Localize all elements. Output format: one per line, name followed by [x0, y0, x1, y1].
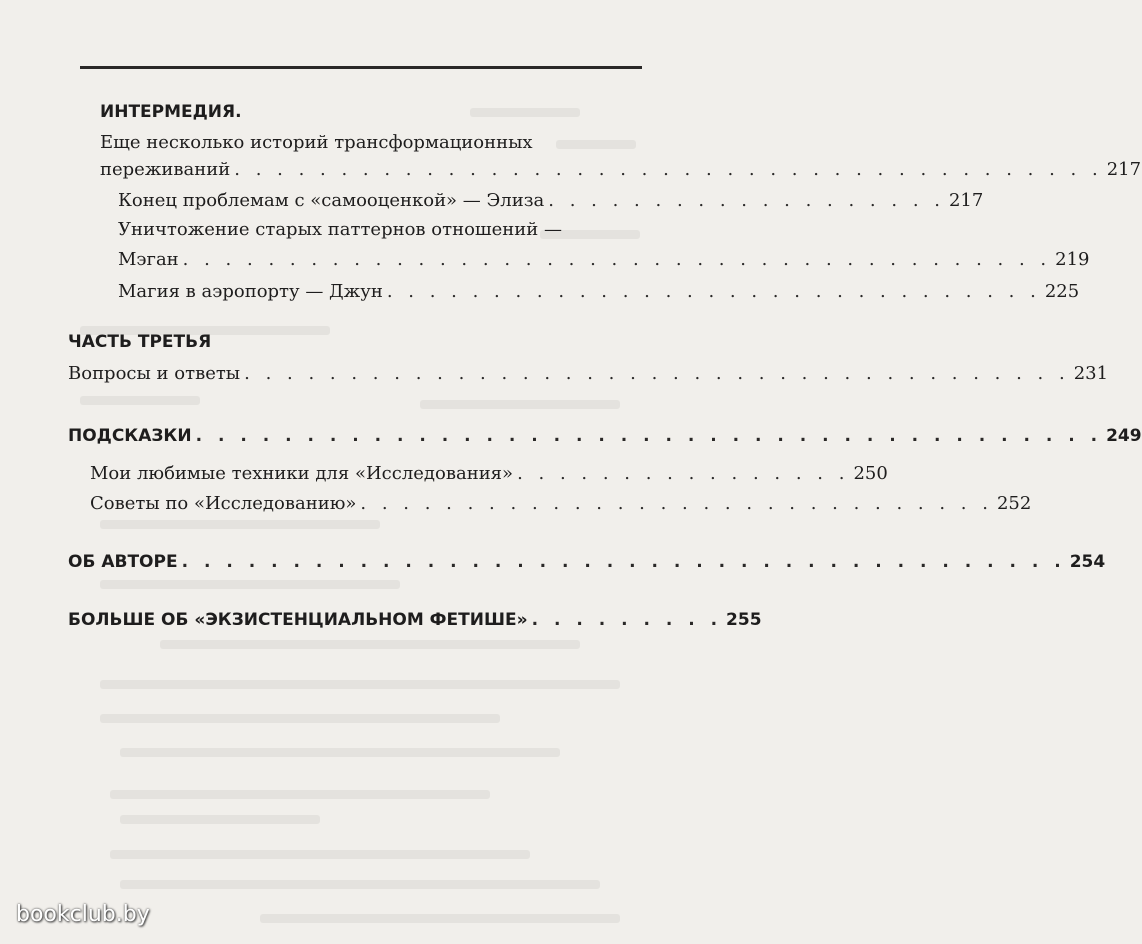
dot-leader: . . . . . . . . . . . . . . . . . . . . . . . . . . . . . .	[360, 493, 993, 514]
page-number: 219	[1055, 249, 1090, 270]
header-rule	[80, 66, 642, 69]
toc-entry-intermedia-title-line1: Еще несколько историй трансформационных	[100, 132, 533, 153]
page-number: 225	[1044, 281, 1080, 302]
dot-leader: . . . . . . . . . . . . . . . . . . . . . . . . . . . . . . .	[386, 281, 1041, 302]
toc-entry-megan: Мэган . . . . . . . . . . . . . . . . . . . . . . . . . . . . . . . . . . . . . . . . . 219	[118, 249, 1090, 270]
dot-leader: . . . . . . . . . . . . . . . . . . . . . . . . . . . . . . . . . . . . . . . . .	[182, 249, 1052, 270]
page-number: 217	[948, 190, 984, 211]
toc-entry-eliza: Конец проблемам с «самооценкой» — Элиза . . . . . . . . . . . . . . . . . . . 217	[118, 190, 984, 211]
watermark: bookclub.by	[16, 902, 150, 927]
toc-entry-megan-line1: Уничтожение старых паттернов отношений —	[118, 219, 563, 240]
dot-leader: . . . . . . . . . . . . . . . . . . . . . . . . . . . . . . . . . . . . . . . .	[181, 552, 1066, 572]
page-number: 249	[1106, 426, 1142, 446]
page-number: 217	[1106, 159, 1142, 180]
page-number: 250	[853, 463, 888, 484]
toc-entry-qa: Вопросы и ответы . . . . . . . . . . . . . . . . . . . . . . . . . . . . . . . . . . . . . . . 231	[68, 363, 1109, 384]
toc-entry-favorite-techniques: Мои любимые техники для «Исследования» . . . . . . . . . . . . . . . . 250	[90, 463, 888, 484]
toc-entry-intermedia-title: переживаний . . . . . . . . . . . . . . . . . . . . . . . . . . . . . . . . . . . . . . . . . 217	[100, 159, 1142, 180]
toc-entry-hints: ПОДСКАЗКИ . . . . . . . . . . . . . . . . . . . . . . . . . . . . . . . . . . . . . . . . . 249	[68, 426, 1142, 446]
page-number: 252	[996, 493, 1032, 514]
dot-leader: . . . . . . . . . . . . . . . . . . .	[548, 190, 945, 211]
part3-heading: ЧАСТЬ ТРЕТЬЯ	[68, 332, 212, 352]
page-number: 255	[726, 610, 762, 630]
dot-leader: . . . . . . . . . . . . . . . . . . . . . . . . . . . . . . . . . . . . . . . . .	[195, 426, 1103, 446]
dot-leader: . . . . . . . . . . . . . . . . . . . . . . . . . . . . . . . . . . . . . . . . .	[234, 159, 1103, 180]
toc-entry-about-author: ОБ АВТОРЕ . . . . . . . . . . . . . . . . . . . . . . . . . . . . . . . . . . . . . . . . 254	[68, 552, 1106, 572]
toc-entry-more-fetish: БОЛЬШЕ ОБ «ЭКЗИСТЕНЦИАЛЬНОМ ФЕТИШЕ» . . . . . . . . . 255	[68, 610, 762, 630]
page-number: 231	[1073, 363, 1109, 384]
page-number: 254	[1069, 552, 1106, 572]
intermedia-heading: ИНТЕРМЕДИЯ.	[100, 102, 242, 122]
toc-entry-june: Магия в аэропорту — Джун . . . . . . . . . . . . . . . . . . . . . . . . . . . . . . . 225	[118, 281, 1080, 302]
dot-leader: . . . . . . . . .	[531, 610, 723, 630]
dot-leader: . . . . . . . . . . . . . . . .	[517, 463, 850, 484]
dot-leader: . . . . . . . . . . . . . . . . . . . . . . . . . . . . . . . . . . . . . . .	[244, 363, 1070, 384]
toc-entry-exploration-tips: Советы по «Исследованию» . . . . . . . . . . . . . . . . . . . . . . . . . . . . . . 252	[90, 493, 1032, 514]
